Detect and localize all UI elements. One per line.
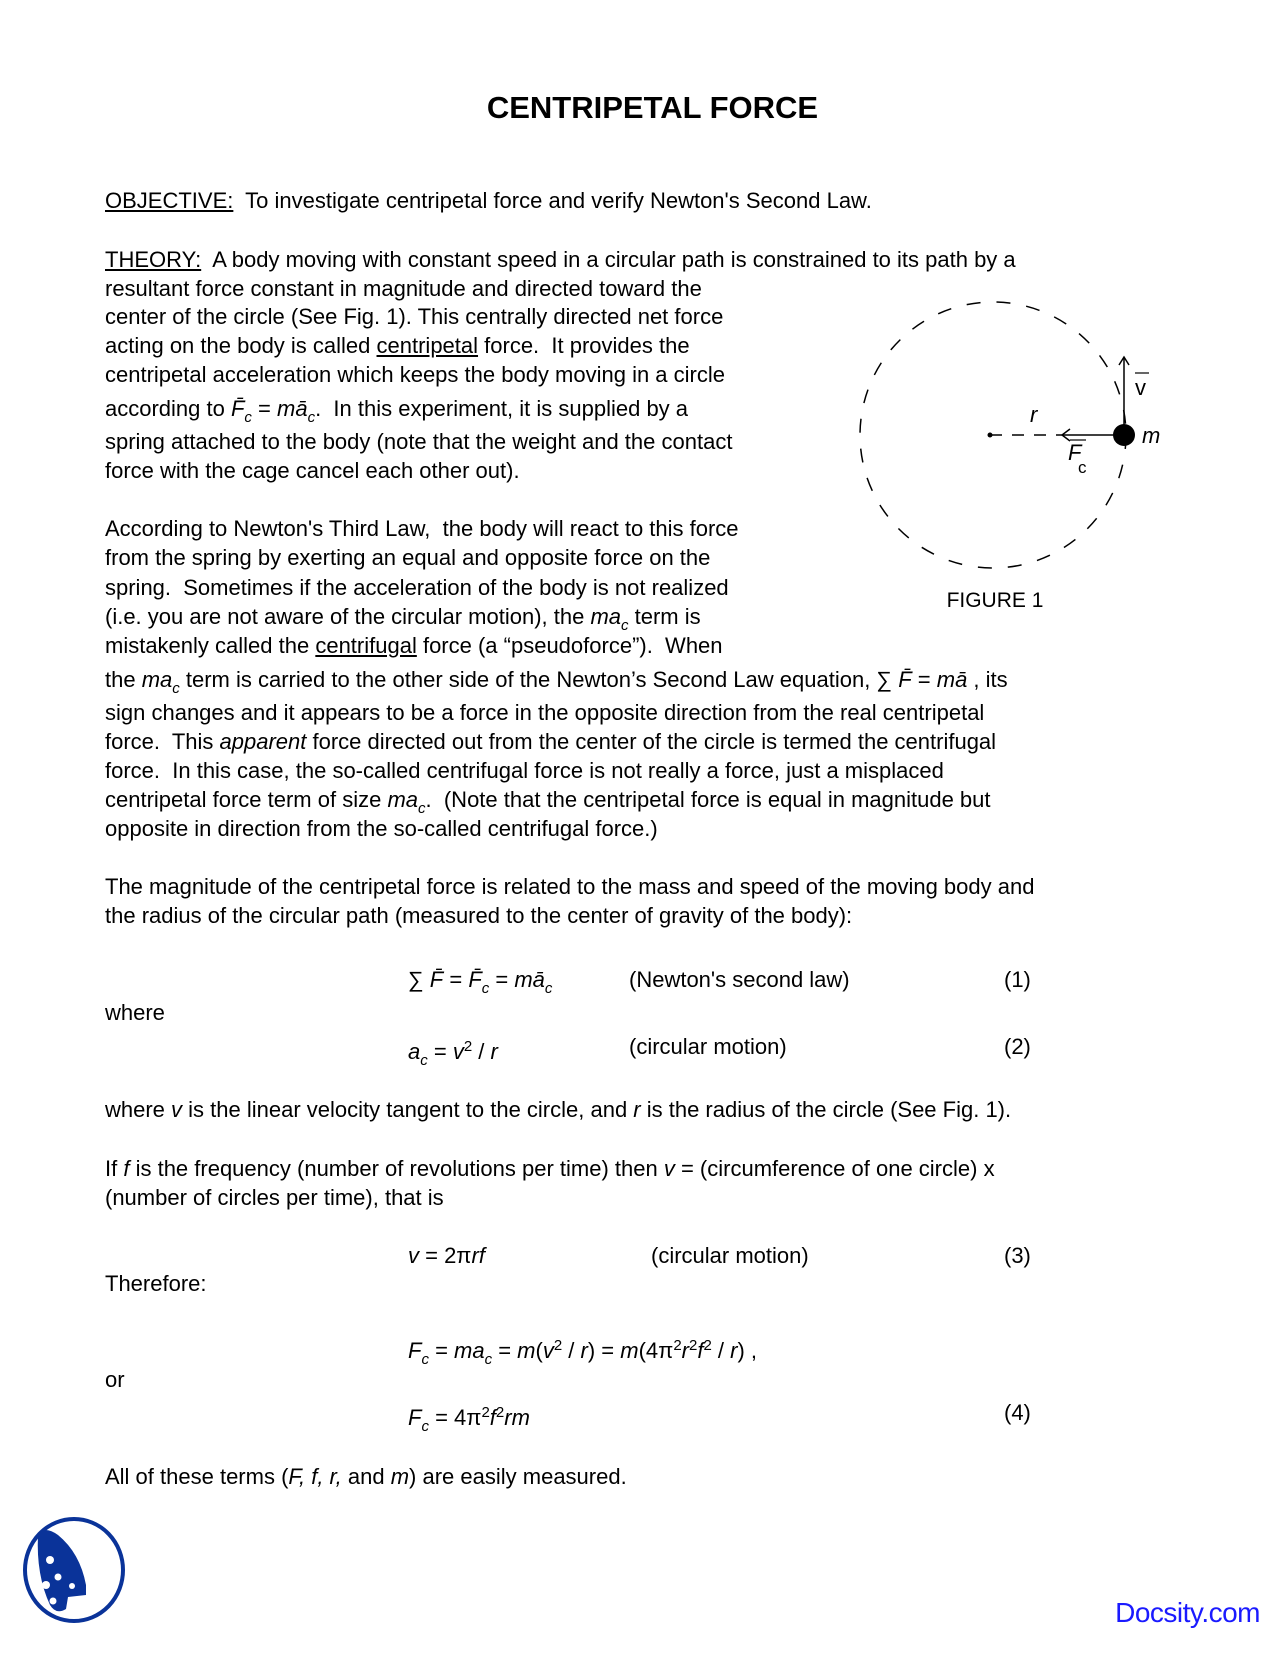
text-segment: ∑	[408, 967, 430, 992]
text-segment: =	[443, 967, 469, 992]
text-segment: 2	[673, 1337, 682, 1354]
force-subscript: c	[1078, 458, 1087, 477]
text-segment: according to	[105, 396, 231, 421]
text-segment: v	[408, 1243, 419, 1268]
text-segment: m	[390, 1464, 410, 1489]
text-segment: m	[620, 1338, 639, 1363]
text-segment: c	[421, 1351, 429, 1368]
text-segment: OBJECTIVE:	[105, 188, 234, 213]
text-segment: All of these terms (	[105, 1464, 289, 1489]
text-segment: term is carried to the other side of the Newton’s Second Law equation, ∑	[179, 667, 899, 692]
text-segment: ma	[454, 1338, 485, 1363]
text-segment: =	[427, 1039, 453, 1064]
text-segment: F̄	[898, 667, 912, 692]
text-line	[105, 633, 723, 659]
text-line	[408, 1400, 530, 1440]
text-segment: mistakenly called the	[105, 633, 316, 658]
text-segment: ) =	[587, 1338, 621, 1363]
text-line	[1004, 1243, 1031, 1269]
text-segment: acting on the body is called	[105, 333, 377, 358]
text-line	[105, 700, 984, 726]
text-line	[105, 304, 723, 330]
text-segment: 2	[703, 1337, 712, 1354]
text-segment: m	[517, 1338, 536, 1363]
text-segment: =	[428, 1338, 455, 1363]
text-segment: c	[621, 617, 629, 634]
text-segment: resultant force constant in magnitude and directed toward the	[105, 276, 702, 301]
text-segment: F̄	[429, 967, 444, 992]
text-segment: A body moving with constant speed in a circular path is constrained to its path by a	[201, 247, 1016, 272]
text-segment: ) ,	[737, 1338, 758, 1363]
text-segment: force. In this case, the so-called centrifugal force is not really a force, just a misplaced	[105, 758, 944, 783]
text-segment: (1)	[1004, 967, 1031, 992]
text-segment: from the spring by exerting an equal and opposite force on the	[105, 545, 711, 570]
text-segment: sign changes and it appears to be a force in the opposite direction from the real centripetal	[105, 700, 985, 725]
text-line	[408, 1243, 485, 1269]
text-segment: force. It provides the	[478, 333, 690, 358]
text-segment: force (a “pseudoforce”). When	[416, 633, 723, 658]
text-segment: centripetal force term of size	[105, 787, 388, 812]
text-segment: c	[481, 980, 490, 997]
text-line	[1004, 1400, 1031, 1426]
text-segment: c	[484, 1351, 493, 1368]
text-line	[105, 903, 852, 929]
text-segment: =	[492, 1338, 518, 1363]
text-segment: (i.e. you are not aware of the circular motion), the	[105, 604, 591, 629]
text-line	[105, 1464, 627, 1490]
text-segment: force with the cage cancel each other out).	[105, 458, 520, 483]
text-segment: (circular motion)	[651, 1243, 809, 1268]
text-segment: The magnitude of the centripetal force is related to the mass and speed of the moving body and	[105, 874, 1035, 899]
force-label: F	[1068, 440, 1082, 465]
center-point	[988, 433, 993, 438]
text-line	[105, 396, 688, 431]
radius-label: r	[1030, 402, 1038, 427]
text-line	[105, 758, 944, 784]
text-line	[1004, 967, 1031, 993]
text-segment: =	[251, 396, 277, 421]
text-segment: v	[171, 1097, 183, 1122]
text-segment: c	[244, 409, 252, 426]
text-segment: rm	[504, 1405, 530, 1430]
text-segment: F̄	[230, 396, 245, 421]
mass-dot	[1113, 424, 1135, 446]
text-line	[105, 333, 690, 359]
text-segment: c	[307, 409, 316, 426]
text-segment: the	[105, 667, 142, 692]
text-segment: opposite in direction from the so-called centrifugal force.)	[105, 816, 658, 841]
text-segment: /	[562, 1338, 581, 1363]
text-line	[105, 1185, 444, 1211]
mass-label: m	[1142, 423, 1160, 448]
text-segment: ) are easily measured.	[409, 1464, 627, 1489]
text-line	[105, 362, 725, 388]
text-segment: force directed out from the center of the circle is termed the centrifugal	[306, 729, 997, 754]
text-line	[408, 967, 552, 1002]
text-segment: f	[489, 1405, 496, 1430]
figure-caption: FIGURE 1	[946, 589, 1044, 612]
text-line	[105, 545, 710, 571]
text-segment: r	[681, 1338, 689, 1363]
text-segment: THEORY:	[105, 247, 202, 272]
text-segment: f	[123, 1156, 130, 1181]
text-segment: term is	[628, 604, 701, 629]
text-segment: . (Note that the centripetal force is equal in magnitude but	[425, 787, 991, 812]
text-segment: force. This	[105, 729, 220, 754]
text-line	[105, 1000, 165, 1026]
text-segment: = (circumference of one circle) x	[674, 1156, 995, 1181]
text-segment: /	[472, 1039, 491, 1064]
text-segment: Therefore:	[105, 1271, 207, 1296]
text-segment: v	[542, 1338, 554, 1363]
text-segment: and	[341, 1464, 391, 1489]
text-segment: . In this experiment, it is supplied by a	[315, 396, 689, 421]
text-segment: (4)	[1004, 1400, 1031, 1425]
text-segment: =	[489, 967, 515, 992]
text-segment: ma	[387, 787, 419, 812]
text-segment: (	[535, 1338, 543, 1363]
text-segment: = 2π	[419, 1243, 472, 1268]
text-segment: spring attached to the body (note that the weight and the contact	[105, 429, 733, 454]
docsity-link[interactable]: Docsity.com	[1115, 1597, 1260, 1628]
text-segment: (4π	[638, 1338, 674, 1363]
text-segment: (number of circles per time), that is	[105, 1185, 444, 1210]
text-segment: is the radius of the circle (See Fig. 1).	[640, 1097, 1012, 1122]
text-line	[105, 247, 1016, 273]
text-segment: F	[408, 1338, 422, 1363]
text-segment: or	[105, 1367, 125, 1392]
text-segment: 2	[689, 1337, 698, 1354]
text-line	[629, 1034, 787, 1060]
docsity-logo-icon	[20, 1515, 130, 1625]
text-line	[629, 967, 850, 993]
text-segment: centripetal	[376, 333, 479, 358]
velocity-label: v	[1135, 375, 1146, 400]
text-line	[408, 1333, 757, 1373]
text-segment: where	[105, 1097, 172, 1122]
text-segment: mā	[277, 396, 308, 421]
text-segment: r	[730, 1338, 738, 1363]
text-line	[105, 1367, 125, 1393]
text-segment: f	[697, 1338, 704, 1363]
text-segment: centrifugal	[315, 633, 417, 658]
text-segment: (Newton's second law)	[629, 967, 850, 992]
text-segment: c	[421, 1418, 429, 1435]
text-segment: mā	[936, 667, 968, 692]
text-line	[105, 874, 1034, 900]
text-line	[105, 575, 729, 601]
text-segment: centripetal acceleration which keeps the body moving in a circle	[105, 362, 725, 387]
text-line	[105, 516, 739, 542]
text-line	[105, 458, 520, 484]
text-segment: a	[408, 1039, 421, 1064]
text-line	[408, 1034, 498, 1074]
text-segment: rf	[471, 1243, 485, 1268]
text-segment: (3)	[1004, 1243, 1031, 1268]
text-line	[105, 729, 996, 755]
text-segment: r	[580, 1338, 588, 1363]
page-title: CENTRIPETAL FORCE	[486, 90, 819, 125]
text-segment: where	[105, 1000, 165, 1025]
text-segment: To investigate centripetal force and verify Newton's Second Law.	[233, 188, 872, 213]
text-segment: ma	[141, 667, 173, 692]
text-segment: F	[408, 1405, 422, 1430]
text-segment: F̄	[468, 967, 482, 992]
text-segment: =	[911, 667, 937, 692]
text-segment: apparent	[219, 729, 307, 754]
text-segment: 2	[481, 1404, 490, 1421]
text-segment: c	[544, 980, 553, 997]
figure-1-diagram	[840, 295, 1160, 625]
text-segment: mā	[514, 967, 545, 992]
text-segment: According to Newton's Third Law, the body will react to this force	[105, 516, 739, 541]
text-line	[105, 1156, 995, 1182]
text-segment: 2	[463, 1038, 473, 1055]
text-segment: (circular motion)	[629, 1034, 787, 1059]
text-segment: 2	[495, 1404, 505, 1421]
text-segment: c	[172, 680, 180, 697]
text-line	[105, 429, 732, 455]
text-segment: r	[490, 1039, 498, 1064]
text-segment: , its	[967, 667, 1008, 692]
text-segment: v	[452, 1039, 464, 1064]
text-line	[105, 816, 658, 842]
text-segment: = 4π	[428, 1405, 482, 1430]
text-line	[651, 1243, 809, 1269]
text-line	[105, 276, 702, 302]
text-segment: /	[711, 1338, 731, 1363]
text-segment: ma	[590, 604, 622, 629]
text-segment: spring. Sometimes if the acceleration of the body is not realized	[105, 575, 729, 600]
text-segment: c	[420, 1052, 428, 1069]
text-line	[105, 1271, 207, 1297]
text-segment: is the frequency (number of revolutions per time) then	[129, 1156, 664, 1181]
text-segment: (2)	[1004, 1034, 1031, 1059]
text-segment: is the linear velocity tangent to the circle, and	[182, 1097, 634, 1122]
text-segment: 2	[553, 1337, 563, 1354]
text-line	[105, 667, 1008, 702]
text-segment: If	[105, 1156, 124, 1181]
text-line	[105, 188, 872, 214]
text-line	[105, 1097, 1011, 1123]
text-segment: center of the circle (See Fig. 1). This centrally directed net force	[105, 304, 724, 329]
text-segment: r	[633, 1097, 641, 1122]
text-segment: c	[418, 800, 426, 817]
text-line	[1004, 1034, 1031, 1060]
text-segment: F, f, r,	[288, 1464, 342, 1489]
text-segment: the radius of the circular path (measured to the center of gravity of the body):	[105, 903, 853, 928]
text-segment: v	[663, 1156, 675, 1181]
